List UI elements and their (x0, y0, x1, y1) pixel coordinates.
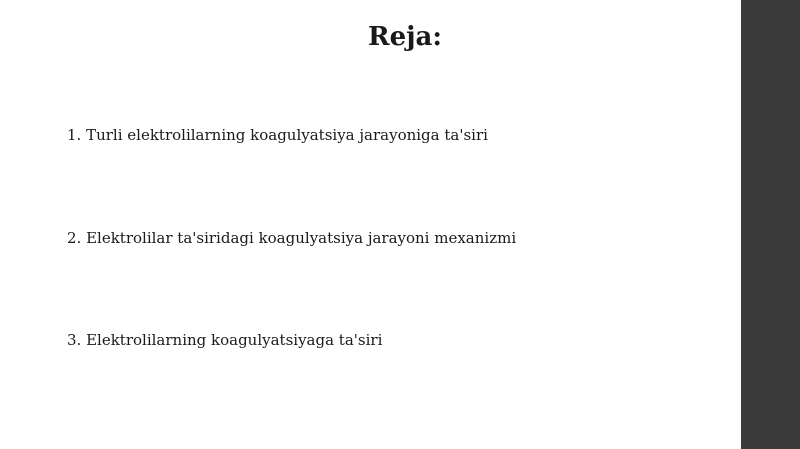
plan-item: 2. Elektrolilar ta'siridagi koagulyatsiya jarayoni mexanizmi (67, 229, 517, 247)
side-panel (741, 0, 800, 449)
slide-title: Reja: (367, 22, 442, 52)
plan-item: 1. Turli elektrolilarning koagulyatsiya jarayoniga ta'siri (67, 126, 488, 144)
plan-item: 3. Elektrolilarning koagulyatsiyaga ta'siri (67, 331, 383, 349)
